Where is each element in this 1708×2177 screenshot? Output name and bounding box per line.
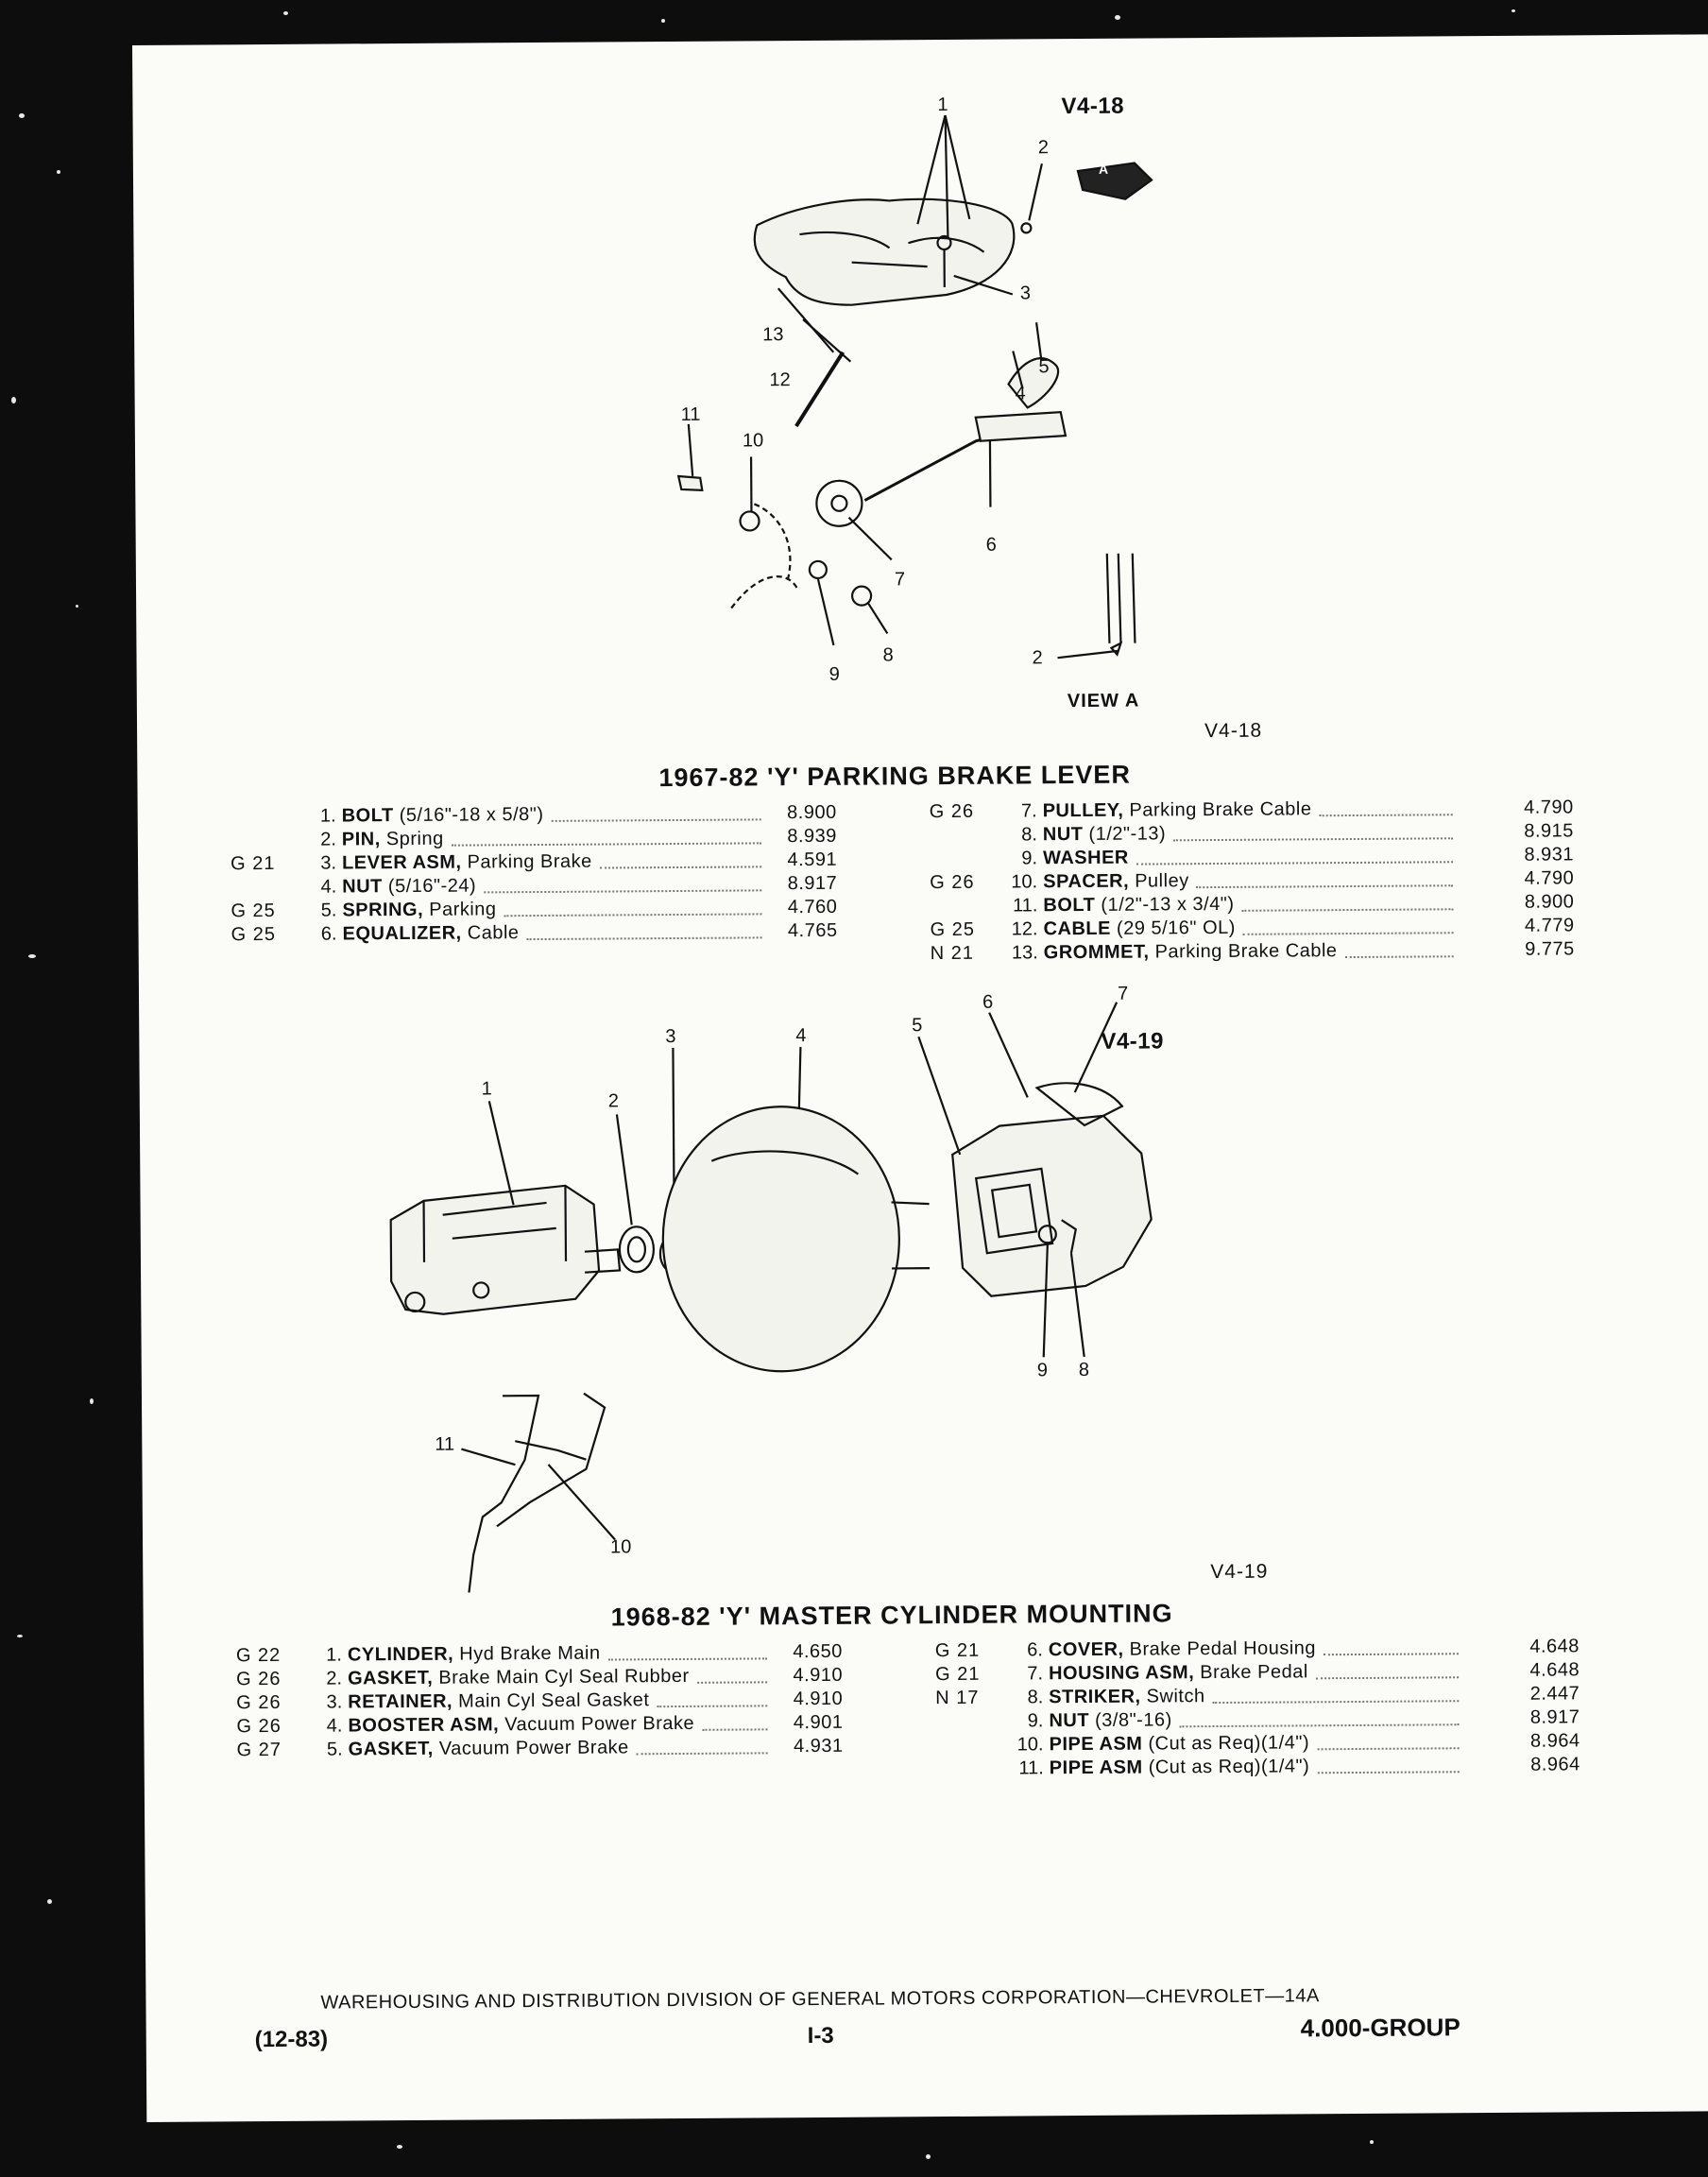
item-number: 3.: [326, 1691, 343, 1713]
part-name: GROMMET,: [1043, 941, 1150, 964]
group-number: 8.917: [787, 872, 838, 895]
callout-fig2-9: 9: [1036, 1360, 1049, 1381]
callout-fig2-1: 1: [481, 1078, 492, 1100]
dot-leader: [1316, 1676, 1459, 1679]
group-number: 8.915: [1524, 820, 1574, 842]
group-number: 2.447: [1529, 1683, 1580, 1705]
part-description: (Cut as Req)(1/4"): [1142, 1732, 1310, 1755]
callout-2: 2: [1037, 137, 1049, 159]
part-name: HOUSING ASM,: [1048, 1662, 1195, 1685]
group-code: N 21: [930, 942, 975, 965]
part-name: BOLT: [341, 805, 394, 827]
callout-fig2-5: 5: [912, 1015, 923, 1037]
group-number: 8.931: [1524, 844, 1575, 866]
group-number: 4.910: [793, 1664, 844, 1687]
item-number: 2.: [326, 1668, 343, 1689]
item-number: 8.: [1027, 1687, 1044, 1708]
part-name: CABLE: [1043, 917, 1112, 940]
group-number: 4.591: [787, 849, 838, 871]
callout-9: 9: [828, 663, 840, 685]
group-code: G 25: [231, 900, 276, 922]
item-number: 11.: [1012, 895, 1038, 917]
group-number: 4.931: [793, 1735, 844, 1757]
part-description: Hyd Brake Main: [453, 1642, 601, 1665]
part-description: Vacuum Power Brake: [499, 1712, 695, 1736]
item-number: 9.: [1027, 1710, 1044, 1732]
part-name: CYLINDER,: [347, 1643, 454, 1666]
footer-division: WAREHOUSING AND DISTRIBUTION DIVISION OF GENERAL MOTORS CORPORATION—CHEVROLET—14A: [320, 1985, 1320, 2014]
callout-fig2-11: 11: [435, 1433, 455, 1455]
item-number: 4.: [326, 1715, 343, 1737]
callout-7: 7: [894, 569, 906, 591]
part-description: Parking Brake: [461, 850, 592, 873]
group-number: 9.775: [1525, 938, 1575, 960]
figure2-pedal-housing-drawing: [952, 1116, 1152, 1296]
part-label: [1049, 1661, 1308, 1685]
part-label: [1050, 1756, 1310, 1779]
callout-3: 3: [1019, 283, 1032, 304]
callout-4: 4: [1015, 383, 1026, 404]
part-description: Pulley: [1129, 870, 1189, 892]
callout-6: 6: [985, 534, 997, 556]
group-code: G 26: [235, 1668, 282, 1690]
part-description: (1/2"-13): [1083, 823, 1167, 845]
part-name: COVER,: [1048, 1638, 1124, 1661]
part-description: Spring: [380, 828, 444, 850]
item-number: 7.: [1020, 800, 1037, 822]
part-description: (5/16"-18 x 5/8"): [393, 803, 544, 827]
item-number: 4.: [320, 876, 337, 898]
item-number: 7.: [1027, 1663, 1044, 1685]
group-number: 8.964: [1529, 1730, 1580, 1752]
figure1-title: 1967-82 'Y' PARKING BRAKE LEVER: [658, 760, 1131, 793]
figure2-caption-label: V4-19: [1210, 1560, 1269, 1584]
figure2-label: V4-19: [1101, 1028, 1165, 1054]
part-name: RETAINER,: [348, 1690, 453, 1713]
dot-leader: [1179, 1723, 1459, 1727]
group-number: 4.760: [787, 896, 838, 918]
group-code: G 25: [930, 918, 975, 941]
footer-page-number: I-3: [807, 2022, 834, 2049]
callout-10: 10: [742, 430, 764, 452]
dot-leader: [1318, 1771, 1460, 1774]
item-number: 6.: [320, 923, 337, 945]
group-number: 4.901: [793, 1711, 844, 1734]
part-description: Parking: [423, 899, 497, 920]
callout-12: 12: [769, 369, 791, 391]
callout-1: 1: [937, 94, 948, 116]
group-code: G 26: [236, 1715, 282, 1738]
part-name: STRIKER,: [1049, 1686, 1141, 1708]
group-number: 8.900: [1524, 891, 1575, 913]
part-name: EQUALIZER,: [342, 922, 462, 945]
figure2-title: 1968-82 'Y' MASTER CYLINDER MOUNTING: [610, 1599, 1173, 1632]
figure2-master-cylinder-diagram: [132, 34, 1708, 1595]
item-number: 12.: [1011, 918, 1038, 940]
item-number: 11.: [1018, 1757, 1044, 1779]
group-number: 8.939: [787, 825, 837, 848]
group-number: 4.910: [793, 1688, 844, 1710]
callout-fig2-7: 7: [1117, 983, 1129, 1004]
group-code: N 17: [935, 1687, 980, 1709]
group-number: 4.648: [1529, 1636, 1580, 1657]
figure2-brake-pipes-drawing: [468, 1396, 539, 1593]
part-description: Vacuum Power Brake: [433, 1737, 629, 1759]
dot-leader: [1324, 1653, 1459, 1655]
part-label: [1049, 1637, 1316, 1661]
figure1-label: V4-18: [1061, 93, 1125, 120]
group-number: 4.790: [1524, 797, 1574, 818]
part-name: SPRING,: [342, 899, 424, 921]
group-number: 8.917: [1529, 1706, 1580, 1728]
figure1-caption-label: V4-18: [1204, 719, 1263, 743]
callout-fig2-10: 10: [610, 1536, 632, 1558]
part-name: PIPE ASM: [1049, 1733, 1143, 1756]
item-number: 10.: [1016, 1734, 1044, 1756]
group-number: 8.964: [1530, 1754, 1580, 1775]
callout-fig2-2: 2: [607, 1090, 620, 1112]
item-number: 1.: [326, 1644, 342, 1666]
part-name: GASKET,: [348, 1738, 434, 1760]
dot-leader: [1318, 1747, 1460, 1750]
part-name: BOLT: [1043, 894, 1096, 917]
callout-fig2-4: 4: [795, 1025, 807, 1047]
part-name: PULLEY,: [1042, 799, 1124, 822]
item-number: 2.: [320, 829, 336, 850]
part-description: Brake Pedal Housing: [1123, 1637, 1317, 1660]
view-a-tag: A: [1098, 161, 1109, 177]
part-description: Parking Brake Cable: [1123, 798, 1312, 821]
callout-fig2-6: 6: [982, 991, 994, 1013]
group-number: 4.790: [1524, 867, 1575, 889]
part-name: GASKET,: [347, 1667, 434, 1689]
part-description: (5/16"-24): [382, 875, 477, 898]
footer-group: 4.000-GROUP: [1300, 2013, 1460, 2043]
part-name: NUT: [1049, 1709, 1090, 1732]
part-description: Main Cyl Seal Gasket: [452, 1689, 650, 1712]
item-number: 3.: [320, 852, 337, 874]
part-name: WASHER: [1042, 847, 1129, 869]
part-name: PIN,: [341, 829, 381, 850]
callout-11: 11: [680, 403, 701, 425]
part-description: Parking Brake Cable: [1149, 940, 1338, 963]
callout-fig2-8: 8: [1078, 1359, 1090, 1381]
group-code: G 22: [235, 1644, 282, 1667]
callout-8: 8: [882, 644, 894, 666]
part-description: Brake Main Cyl Seal Rubber: [433, 1665, 690, 1688]
dot-leader: [1212, 1700, 1459, 1704]
item-number: 6.: [1027, 1639, 1043, 1661]
part-description: Cable: [461, 922, 520, 944]
view-a-label: VIEW A: [1067, 690, 1140, 712]
part-description: (Cut as Req)(1/4"): [1142, 1756, 1310, 1778]
part-label: [1049, 1686, 1204, 1708]
callout-5: 5: [1038, 356, 1050, 378]
group-code: G 26: [929, 800, 975, 823]
callout-13: 13: [762, 324, 784, 346]
group-number: 4.779: [1524, 915, 1575, 936]
group-number: 8.900: [787, 801, 837, 824]
group-number: 4.650: [793, 1640, 843, 1663]
part-label: [1050, 1732, 1310, 1756]
callout-fig2-3: 3: [665, 1026, 676, 1048]
part-description: Switch: [1140, 1686, 1205, 1707]
footer-date: (12-83): [254, 2026, 329, 2053]
part-name: SPACER,: [1043, 870, 1130, 893]
group-code: G 26: [236, 1691, 282, 1714]
callout-2-view-a: 2: [1032, 647, 1043, 669]
group-code: G 21: [230, 852, 276, 875]
part-label: [1049, 1709, 1171, 1732]
part-description: Brake Pedal: [1194, 1661, 1308, 1684]
part-description: (29 5/16" OL): [1110, 917, 1236, 939]
item-number: 10.: [1011, 871, 1038, 893]
group-code: G 21: [934, 1663, 981, 1686]
part-description: (3/8"-16): [1088, 1709, 1172, 1731]
part-name: PIPE ASM: [1049, 1757, 1143, 1779]
part-description: (1/2"-13 x 3/4"): [1095, 893, 1235, 916]
item-number: 8.: [1021, 824, 1037, 846]
item-number: 9.: [1021, 848, 1038, 869]
part-name: LEVER ASM,: [341, 851, 462, 874]
item-number: 13.: [1011, 942, 1038, 964]
group-number: 4.765: [787, 919, 838, 942]
item-number: 5.: [320, 900, 337, 921]
part-name: NUT: [342, 876, 383, 898]
item-number: 5.: [326, 1739, 343, 1760]
group-code: G 26: [930, 871, 975, 894]
group-code: G 27: [236, 1739, 282, 1761]
part-name: BOOSTER ASM,: [348, 1714, 500, 1737]
group-number: 4.648: [1529, 1659, 1580, 1681]
item-number: 1.: [319, 805, 336, 827]
part-name: NUT: [1042, 823, 1084, 846]
group-code: G 21: [934, 1639, 981, 1662]
group-code: G 25: [231, 923, 277, 946]
catalog-page: [132, 34, 1708, 2122]
